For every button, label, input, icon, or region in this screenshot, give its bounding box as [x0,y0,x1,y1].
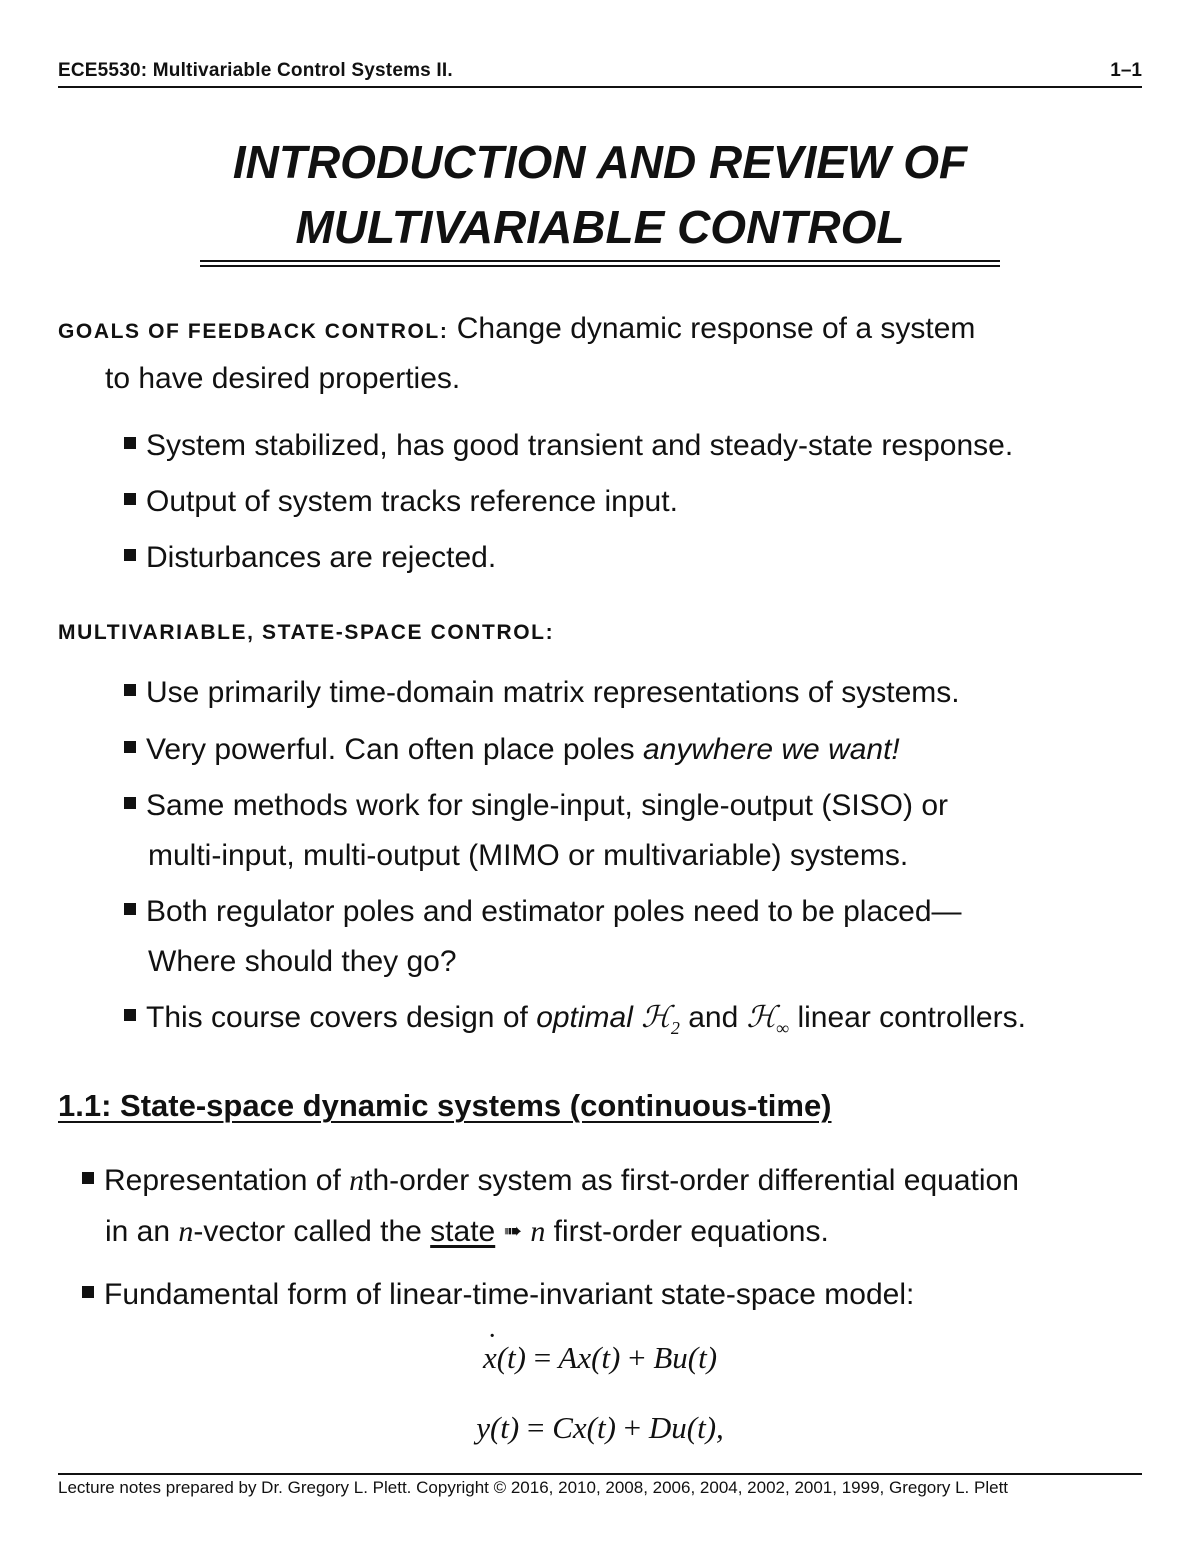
mv-bullet-4: Both regulator poles and estimator poles need to be placed— [124,887,962,937]
bullet-square-icon [124,1009,136,1021]
mv-bullet-2: Very powerful. Can often place poles anywhere we want! [124,725,900,775]
bullet-square-icon [124,493,136,505]
bullet-square-icon [124,741,136,753]
mv-bullet-5: This course covers design of optimal ℋ$_2$ and ℋ$_\infty$ linear controllers. [124,993,1026,1053]
title-rule-top [200,260,1000,262]
mv-bullet-3: Same methods work for single-input, single-output (SISO) or [124,781,948,831]
goal-bullet-1: System stabilized, has good transient and steady-state response. [124,421,1013,471]
goals-text-line-1: Change dynamic response of a system [456,312,976,345]
footer-rule [58,1473,1142,1475]
bullet-square-icon [82,1172,94,1184]
section-heading: 1.1: State-space dynamic systems (continuous-time) [58,1088,832,1123]
output-equation: y(t) = Cx(t) + Du(t), [476,1410,724,1445]
document-title-line-2: MULTIVARIABLE CONTROL [295,201,905,253]
page-header [58,58,1142,88]
goal-bullet-3: Disturbances are rejected. [124,533,496,583]
bullet-square-icon [124,437,136,449]
hinf-symbol: ℋ$_\infty$ [746,1001,790,1038]
mv-bullet-4-continued: Where should they go? [148,945,457,978]
goals-label: GOALS OF FEEDBACK CONTROL: [58,320,449,343]
course-title: ECE5530: Multivariable Control Systems II. [58,60,453,81]
bullet-square-icon [124,903,136,915]
goals-paragraph [58,305,975,356]
bullet-square-icon [124,797,136,809]
goals-text-line-2: to have desired properties. [105,362,461,395]
section-bullet-1-continued: in an n-vector called the state ➠ n first-order equations. [105,1215,829,1248]
title-rule-bottom [200,265,1000,267]
multivariable-label-row [58,606,554,657]
mv-bullet-1: Use primarily time-domain matrix representations of systems. [124,668,960,718]
state-equation: ˙ x(t) = Ax(t) + Bu(t) [0,1340,1200,1376]
section-bullet-2: Fundamental form of linear-time-invariant state-space model: [82,1270,914,1320]
state-term: state [430,1215,496,1248]
bullet-square-icon [124,684,136,696]
footer-copyright: Lecture notes prepared by Dr. Gregory L. Plett. Copyright © 2016, 2010, 2008, 2006, 2004, 2002, 2001, 1999, Gregory L. Plett [58,1478,1009,1497]
section-bullet-1: Representation of nth-order system as first-order differential equation [82,1156,1019,1206]
goal-bullet-2: Output of system tracks reference input. [124,477,678,527]
mv-bullet-3-continued: multi-input, multi-output (MIMO or multivariable) systems. [148,839,909,872]
document-title-line-1: INTRODUCTION AND REVIEW OF [232,136,968,188]
implies-arrow-icon: ➠ [503,1218,522,1243]
multivariable-label: MULTIVARIABLE, STATE-SPACE CONTROL: [58,621,555,644]
h2-symbol: ℋ$_2$ [641,1001,680,1038]
bullet-square-icon [124,549,136,561]
page-number: 1–1 [1110,60,1142,81]
bullet-square-icon [82,1286,94,1298]
